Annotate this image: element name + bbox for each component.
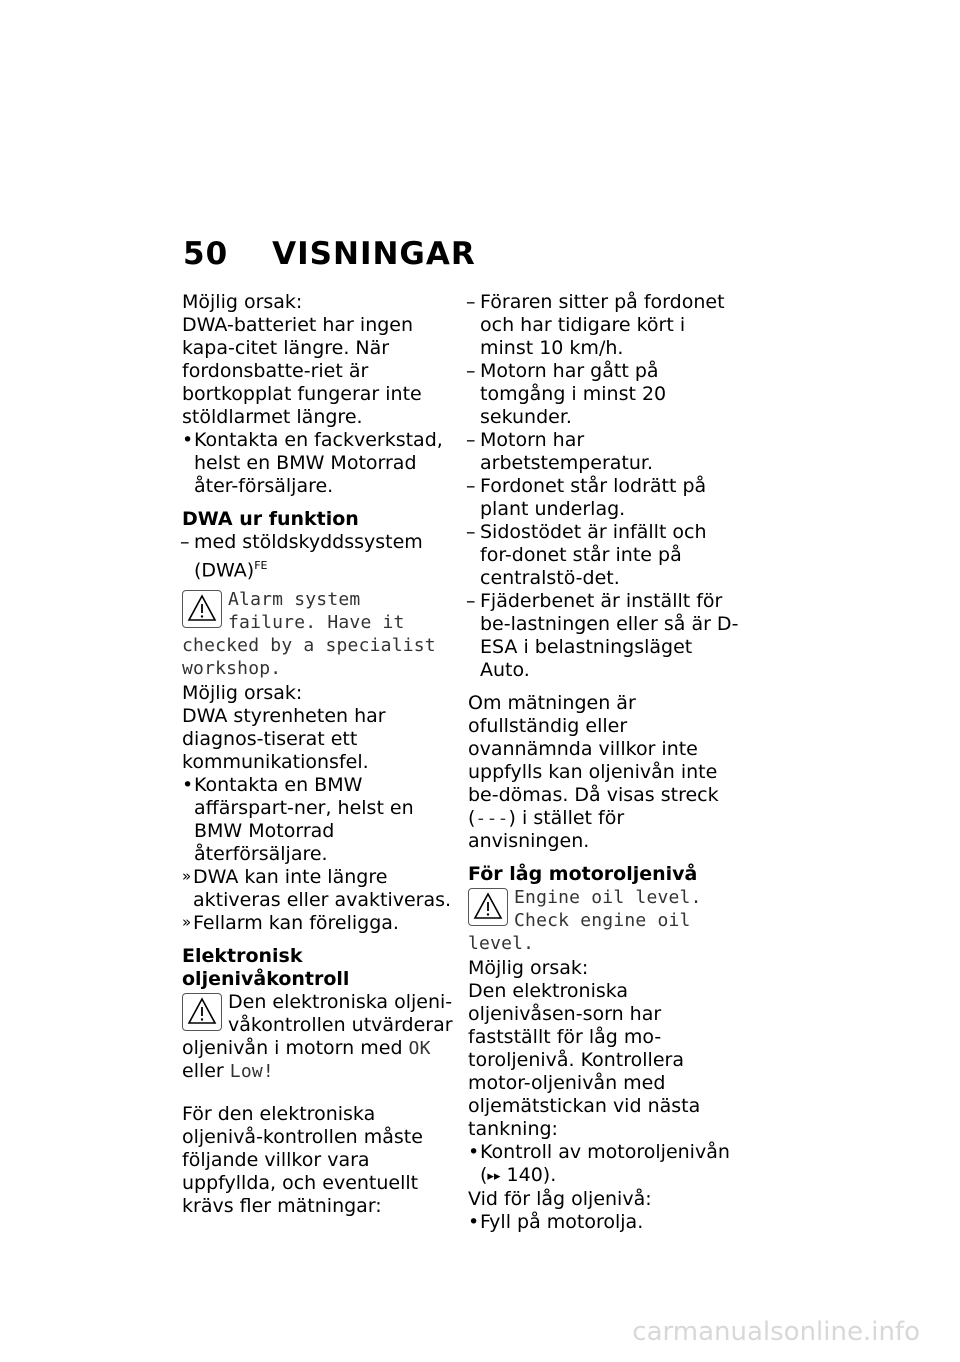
page-reference-link[interactable]: 140 — [506, 1164, 543, 1186]
result-arrow-icon: » — [182, 913, 192, 932]
dash-item — [468, 291, 740, 360]
cause-text: DWA styrenheten har diagnos-tiserat ett kommunikationsfel. — [182, 705, 386, 774]
page-reference-arrow-icon: ▸▸ — [487, 1169, 501, 1184]
right-column — [468, 291, 740, 1234]
cause-text: Den elektroniska oljenivåsen-sorn har fastställt för låg mo-toroljenivå. Kontrollera motor-oljenivån med oljemätstickan vid nästa tankning: — [468, 980, 701, 1140]
dash-icon: – — [466, 360, 476, 382]
dash-text: Fjäderbenet är inställt för be-lastningen eller så är D-ESA i belastningsläget Auto. — [480, 590, 739, 681]
page-title: VISNINGAR — [272, 236, 476, 272]
note-text: ) i stället för anvisningen. — [468, 807, 625, 852]
warning-triangle-icon — [468, 888, 508, 926]
dash-text: Motorn har arbetstemperatur. — [480, 429, 654, 474]
bullet-icon: • — [182, 429, 194, 451]
result-arrow-icon: » — [182, 867, 192, 886]
cause-label: Möjlig orsak: — [182, 291, 303, 313]
bullet-text: Kontakta en fackverkstad, helst en BMW Motorrad åter-försäljare. — [194, 429, 443, 497]
dash-text: Föraren sitter på fordonet och har tidigare kört i minst 10 km/h. — [480, 291, 725, 359]
dash-icon: – — [180, 531, 190, 553]
dash-item — [468, 521, 740, 590]
dash-icon: – — [466, 521, 476, 543]
bullet-icon: • — [468, 1141, 480, 1163]
bullet-item — [468, 1141, 740, 1188]
note-text: Om mätningen är ofullständig eller ovannämnda villkor inte uppfylls kan oljenivån inte be-dömas. Då visas streck ( — [468, 692, 719, 829]
incomplete-note — [468, 692, 740, 853]
bullet-item — [468, 1211, 740, 1234]
bullet-text: ). — [542, 1164, 557, 1186]
bullet-icon: • — [468, 1211, 480, 1233]
warning-triangle-icon — [182, 993, 222, 1031]
option-superscript: FE — [254, 559, 268, 572]
dashes-display: --- — [475, 808, 509, 829]
dash-icon: – — [466, 475, 476, 497]
page-number: 50 — [183, 236, 229, 272]
bullet-text: Fyll på motorolja. — [480, 1211, 644, 1233]
display-value-ok: OK — [408, 1038, 431, 1060]
watermark: carmanualsonline.info — [632, 1317, 920, 1347]
conditions-intro: För den elektroniska oljenivå-kontrollen måste följande villkor vara uppfyllda, och eventuellt krävs fler mätningar: — [182, 1103, 423, 1218]
dash-item — [468, 590, 740, 682]
dash-item — [182, 531, 454, 582]
bullet-text: Kontakta en BMW affärspart-ner, helst en BMW Motorrad återförsäljare. — [194, 774, 414, 866]
page-header — [183, 236, 476, 272]
cause-label: Möjlig orsak: — [468, 957, 589, 979]
result-text: DWA kan inte längre aktiveras eller avaktiveras. — [193, 866, 452, 912]
warning-triangle-icon — [182, 590, 222, 628]
bullet-icon: • — [182, 774, 194, 797]
dash-text: Sidostödet är infällt och for-donet står inte på centralstö-det. — [480, 521, 707, 589]
section-heading: DWA ur funktion — [182, 508, 359, 530]
left-column — [182, 291, 454, 1218]
section-heading: För låg motoroljenivå — [468, 863, 698, 885]
info-text: Den elektroniska oljeni-våkontrollen utvärderar oljenivån i motorn med — [182, 991, 453, 1060]
bullet-item — [182, 429, 454, 498]
result-item — [182, 912, 454, 935]
info-message — [182, 991, 454, 1083]
dash-text: med stöldskyddssystem (DWA) — [194, 531, 423, 582]
warning-text: Alarm system failure. Have it checked by a specialist workshop. — [182, 589, 436, 680]
info-text: eller — [182, 1060, 230, 1083]
cause-label: Vid för låg oljenivå: — [468, 1188, 652, 1210]
dash-item — [468, 475, 740, 521]
warning-message — [182, 588, 454, 680]
display-value-low: Low! — [229, 1061, 274, 1083]
dash-icon: – — [466, 429, 476, 451]
section-heading: Elektronisk oljenivåkontroll — [182, 945, 350, 991]
dash-item — [468, 429, 740, 475]
cause-label: Möjlig orsak: — [182, 682, 303, 705]
cause-text: DWA-batteriet har ingen kapa-citet längre. När fordonsbatte-riet är bortkopplat fungerar inte stöldlarmet längre. — [182, 314, 422, 428]
bullet-text: Kontroll av motoroljenivån ( — [480, 1141, 730, 1186]
warning-text: Engine oil level. Check engine oil level. — [468, 887, 702, 954]
dash-icon: – — [466, 291, 476, 313]
dash-text: Motorn har gått på tomgång i minst 20 sekunder. — [480, 360, 667, 428]
result-item — [182, 866, 454, 912]
dash-icon: – — [466, 590, 476, 612]
warning-message — [468, 886, 740, 955]
dash-item — [468, 360, 740, 429]
result-text: Fellarm kan föreligga. — [193, 912, 399, 935]
bullet-item — [182, 774, 454, 866]
dash-text: Fordonet står lodrätt på plant underlag. — [480, 475, 707, 520]
